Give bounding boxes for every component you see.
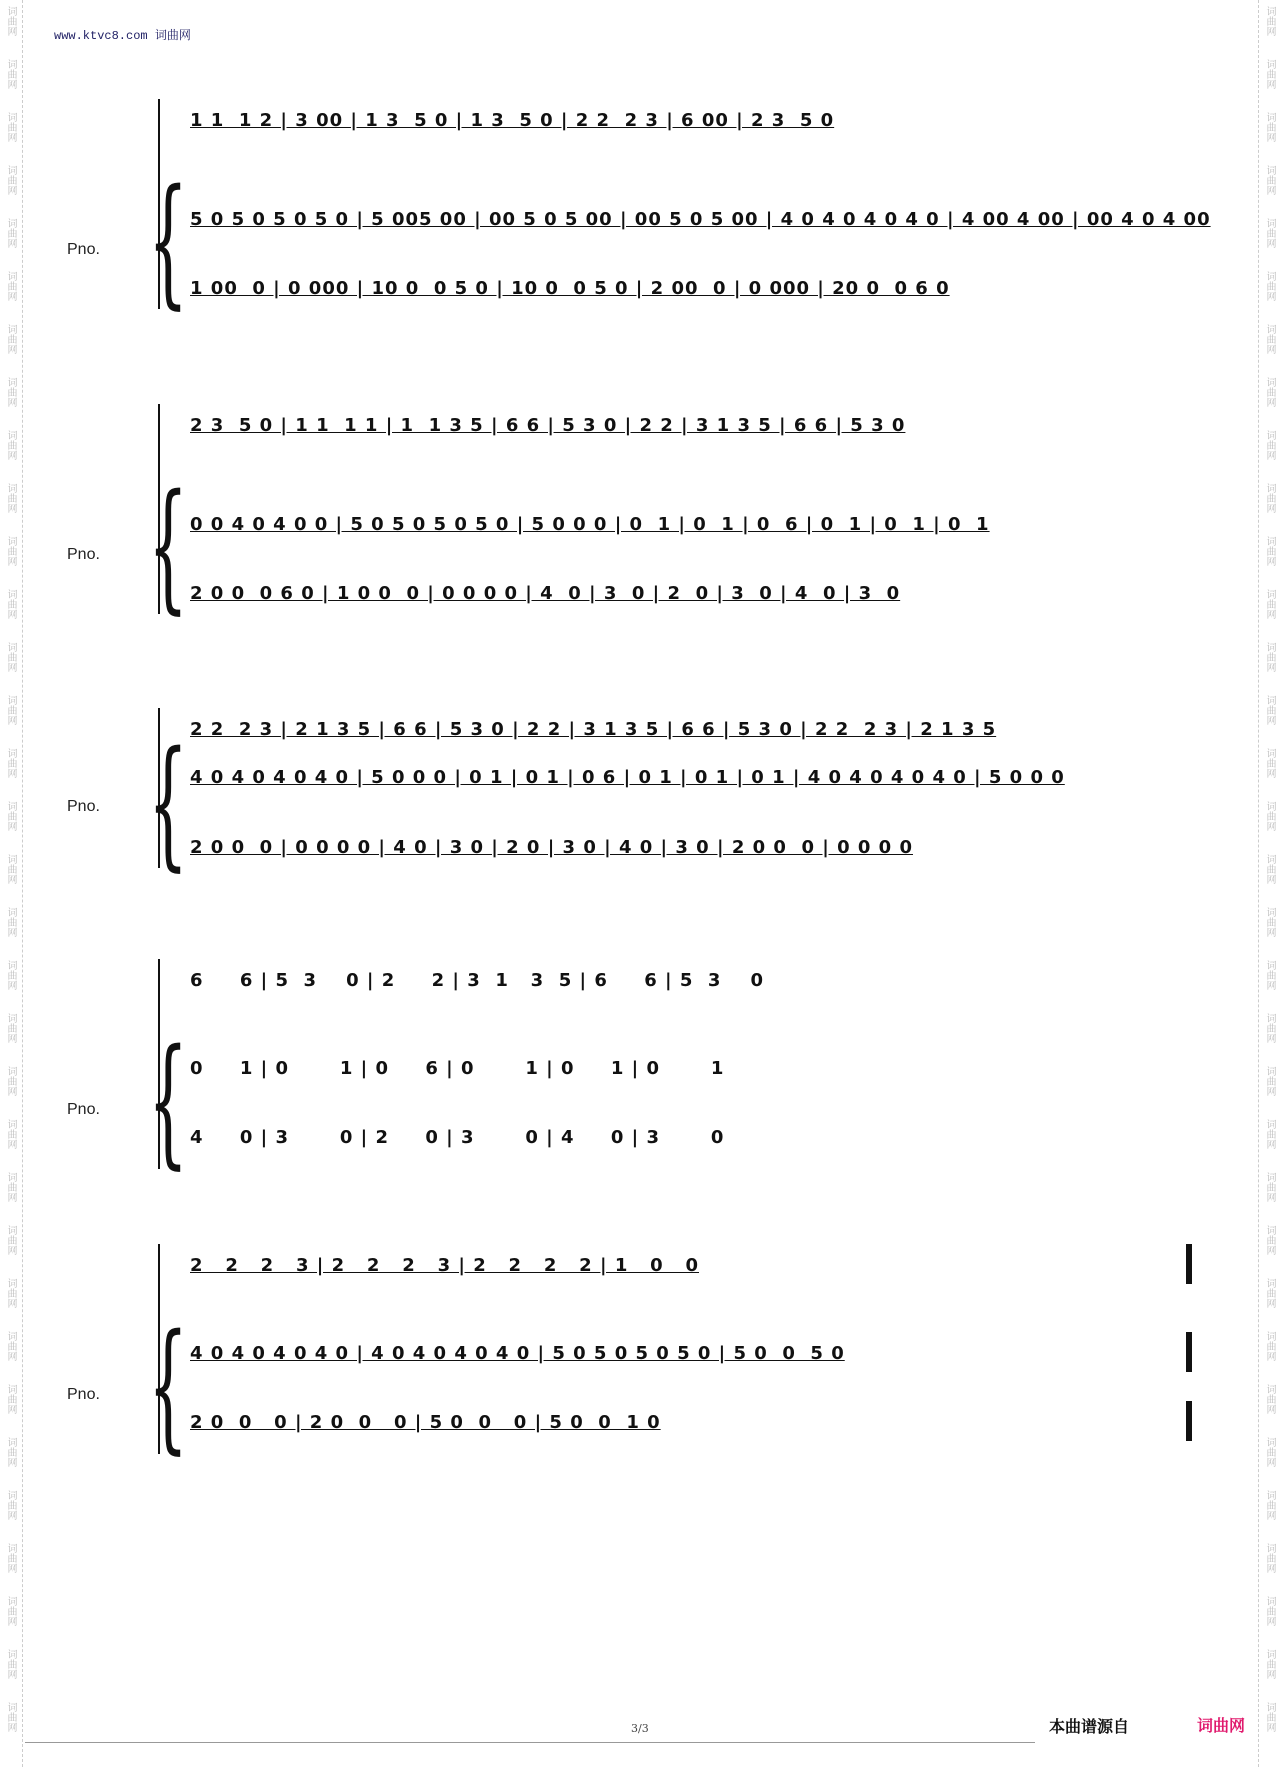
- chord-row: 4 0 4 0 4 0 4 0 | 5 0 0 0 | 0 1 | 0 1 | 0 6 | 0 1 | 0 1 | 0 1 | 4 0 4 0 4 0 4 0 | 5 0 0 0: [190, 767, 1065, 788]
- watermark-text: 词曲网: [1264, 165, 1275, 195]
- watermark-text: 词曲网: [1264, 1225, 1275, 1255]
- watermark-text: 词曲网: [1264, 960, 1275, 990]
- watermark-text: 词曲网: [1264, 536, 1275, 566]
- final-barline: [1186, 1244, 1192, 1284]
- watermark-text: 词曲网: [5, 1543, 16, 1573]
- watermark-text: 词曲网: [5, 112, 16, 142]
- watermark-text: 词曲网: [1264, 218, 1275, 248]
- watermark-text: 词曲网: [1264, 377, 1275, 407]
- melody-staff: [190, 404, 1190, 448]
- brace: {: [148, 160, 189, 323]
- bass-staff: [190, 826, 1190, 870]
- watermark-text: 词曲网: [5, 854, 16, 884]
- site-header: [54, 26, 191, 43]
- watermark-text: 词曲网: [5, 1331, 16, 1361]
- watermark-text: 词曲网: [1264, 112, 1275, 142]
- instrument-label: Pno.: [67, 241, 100, 258]
- instrument-label: Pno.: [67, 1386, 100, 1403]
- melody-staff: [190, 1244, 1190, 1288]
- watermark-text: 词曲网: [5, 642, 16, 672]
- melody-row: 2 3 5 0 | 1 1 1 1 | 1 1 3 5 | 6 6 | 5 3 0 | 2 2 | 3 1 3 5 | 6 6 | 5 3 0: [190, 415, 906, 436]
- watermark-text: 词曲网: [5, 271, 16, 301]
- chord-staff: [190, 1332, 1190, 1376]
- site-logo[interactable]: 词曲网: [1197, 1718, 1246, 1735]
- watermark-text: 词曲网: [5, 324, 16, 354]
- watermark-text: 词曲网: [1264, 1172, 1275, 1202]
- watermark-text: 词曲网: [1264, 748, 1275, 778]
- watermark-text: 词曲网: [5, 1702, 16, 1732]
- watermark-text: 词曲网: [5, 536, 16, 566]
- watermark-text: 词曲网: [1264, 642, 1275, 672]
- watermark-text: 词曲网: [1264, 589, 1275, 619]
- instrument-label: Pno.: [67, 546, 100, 563]
- watermark-text: 词曲网: [5, 1596, 16, 1626]
- melody-row: 2 2 2 3 | 2 1 3 5 | 6 6 | 5 3 0 | 2 2 | 3 1 3 5 | 6 6 | 5 3 0 | 2 2 2 3 | 2 1 3 5: [190, 719, 997, 740]
- bass-staff: [190, 1116, 1190, 1160]
- watermark-text: 词曲网: [1264, 1543, 1275, 1573]
- melody-row: 6 6 | 5 3 0 | 2 2 | 3 1 3 5 | 6 6 | 5 3 0: [190, 970, 764, 991]
- watermark-text: 词曲网: [5, 1225, 16, 1255]
- watermark-text: 词曲网: [1264, 1066, 1275, 1096]
- watermark-text: 词曲网: [1264, 1119, 1275, 1149]
- watermark-text: 词曲网: [5, 1437, 16, 1467]
- watermark-text: 词曲网: [1264, 695, 1275, 725]
- bass-row: 4 0 | 3 0 | 2 0 | 3 0 | 4 0 | 3 0: [190, 1127, 725, 1148]
- watermark-text: 词曲网: [5, 960, 16, 990]
- watermark-text: 词曲网: [5, 377, 16, 407]
- watermark-text: 词曲网: [1264, 907, 1275, 937]
- bass-staff: [190, 572, 1190, 616]
- watermark-text: 词曲网: [1264, 1331, 1275, 1361]
- watermark-text: 词曲网: [5, 1172, 16, 1202]
- watermark-text: 词曲网: [5, 6, 16, 36]
- left-watermark-strip: [0, 0, 23, 1767]
- source-label: 本曲谱源自: [1049, 1719, 1130, 1736]
- watermark-text: 词曲网: [1264, 1278, 1275, 1308]
- watermark-text: 词曲网: [1264, 854, 1275, 884]
- watermark-text: 词曲网: [5, 589, 16, 619]
- watermark-text: 词曲网: [5, 1278, 16, 1308]
- brace: {: [148, 465, 189, 628]
- footer-rule: [25, 1742, 1035, 1743]
- chord-row: 0 1 | 0 1 | 0 6 | 0 1 | 0 1 | 0 1: [190, 1058, 725, 1079]
- melody-row: 2 2 2 3 | 2 2 2 3 | 2 2 2 2 | 1 0 0: [190, 1255, 699, 1276]
- bass-row: 2 0 0 0 | 0 0 0 0 | 4 0 | 3 0 | 2 0 | 3 0 | 4 0 | 3 0 | 2 0 0 0 | 0 0 0 0: [190, 837, 913, 858]
- chord-row: 0 0 4 0 4 0 0 | 5 0 5 0 5 0 5 0 | 5 0 0 0 | 0 1 | 0 1 | 0 6 | 0 1 | 0 1 | 0 1: [190, 514, 990, 535]
- watermark-text: 词曲网: [5, 59, 16, 89]
- watermark-text: 词曲网: [1264, 1596, 1275, 1626]
- watermark-text: 词曲网: [5, 1119, 16, 1149]
- melody-staff: [190, 708, 1190, 752]
- watermark-text: 词曲网: [5, 218, 16, 248]
- watermark-text: 词曲网: [1264, 1702, 1275, 1732]
- watermark-text: 词曲网: [5, 1066, 16, 1096]
- instrument-label: Pno.: [67, 798, 100, 815]
- brace: {: [148, 1020, 189, 1183]
- watermark-text: 词曲网: [5, 1384, 16, 1414]
- watermark-text: 词曲网: [5, 1490, 16, 1520]
- watermark-text: 词曲网: [1264, 1013, 1275, 1043]
- chord-staff: [190, 756, 1190, 800]
- watermark-text: 词曲网: [5, 1649, 16, 1679]
- watermark-text: 词曲网: [1264, 324, 1275, 354]
- bass-row: 2 0 0 0 | 2 0 0 0 | 5 0 0 0 | 5 0 0 1 0: [190, 1412, 661, 1433]
- chord-staff: [190, 1047, 1190, 1091]
- watermark-text: 词曲网: [1264, 1437, 1275, 1467]
- bass-staff: [190, 267, 1190, 311]
- melody-staff: [190, 99, 1190, 143]
- watermark-text: 词曲网: [1264, 801, 1275, 831]
- final-barline: [1186, 1332, 1192, 1372]
- brace: {: [148, 722, 189, 885]
- right-watermark-strip: [1258, 0, 1281, 1767]
- bass-row: 2 0 0 0 6 0 | 1 0 0 0 | 0 0 0 0 | 4 0 | 3 0 | 2 0 | 3 0 | 4 0 | 3 0: [190, 583, 901, 604]
- final-barline: [1186, 1401, 1192, 1441]
- watermark-text: 词曲网: [1264, 483, 1275, 513]
- watermark-text: 词曲网: [5, 695, 16, 725]
- watermark-text: 词曲网: [5, 1013, 16, 1043]
- watermark-text: 词曲网: [5, 165, 16, 195]
- chord-staff: [190, 198, 1211, 242]
- instrument-label: Pno.: [67, 1101, 100, 1118]
- melody-row: 1 1 1 2 | 3 00 | 1 3 5 0 | 1 3 5 0 | 2 2 2 3 | 6 00 | 2 3 5 0: [190, 110, 835, 131]
- chord-row: 4 0 4 0 4 0 4 0 | 4 0 4 0 4 0 4 0 | 5 0 5 0 5 0 5 0 | 5 0 0 5 0: [190, 1343, 845, 1364]
- watermark-text: 词曲网: [5, 801, 16, 831]
- watermark-text: 词曲网: [1264, 59, 1275, 89]
- page-number: 3/3: [631, 1722, 649, 1735]
- watermark-text: 词曲网: [1264, 271, 1275, 301]
- watermark-text: 词曲网: [1264, 430, 1275, 460]
- watermark-text: 词曲网: [5, 483, 16, 513]
- chord-staff: [190, 503, 1190, 547]
- site-url: www.ktvc8.com: [54, 29, 148, 43]
- watermark-text: 词曲网: [5, 748, 16, 778]
- watermark-text: 词曲网: [5, 907, 16, 937]
- watermark-text: 词曲网: [1264, 1384, 1275, 1414]
- melody-staff: [190, 959, 1190, 1003]
- site-name: 词曲网: [154, 28, 191, 42]
- watermark-text: 词曲网: [1264, 6, 1275, 36]
- chord-row: 5 0 5 0 5 0 5 0 | 5 005 00 | 00 5 0 5 00 | 00 5 0 5 00 | 4 0 4 0 4 0 4 0 | 4 00 4 00 | 00 4 0 4 00: [190, 209, 1211, 230]
- watermark-text: 词曲网: [1264, 1490, 1275, 1520]
- bass-row: 1 00 0 | 0 000 | 10 0 0 5 0 | 10 0 0 5 0 | 2 00 0 | 0 000 | 20 0 0 6 0: [190, 278, 950, 299]
- brace: {: [148, 1305, 189, 1468]
- watermark-text: 词曲网: [1264, 1649, 1275, 1679]
- bass-staff: [190, 1401, 1190, 1445]
- watermark-text: 词曲网: [5, 430, 16, 460]
